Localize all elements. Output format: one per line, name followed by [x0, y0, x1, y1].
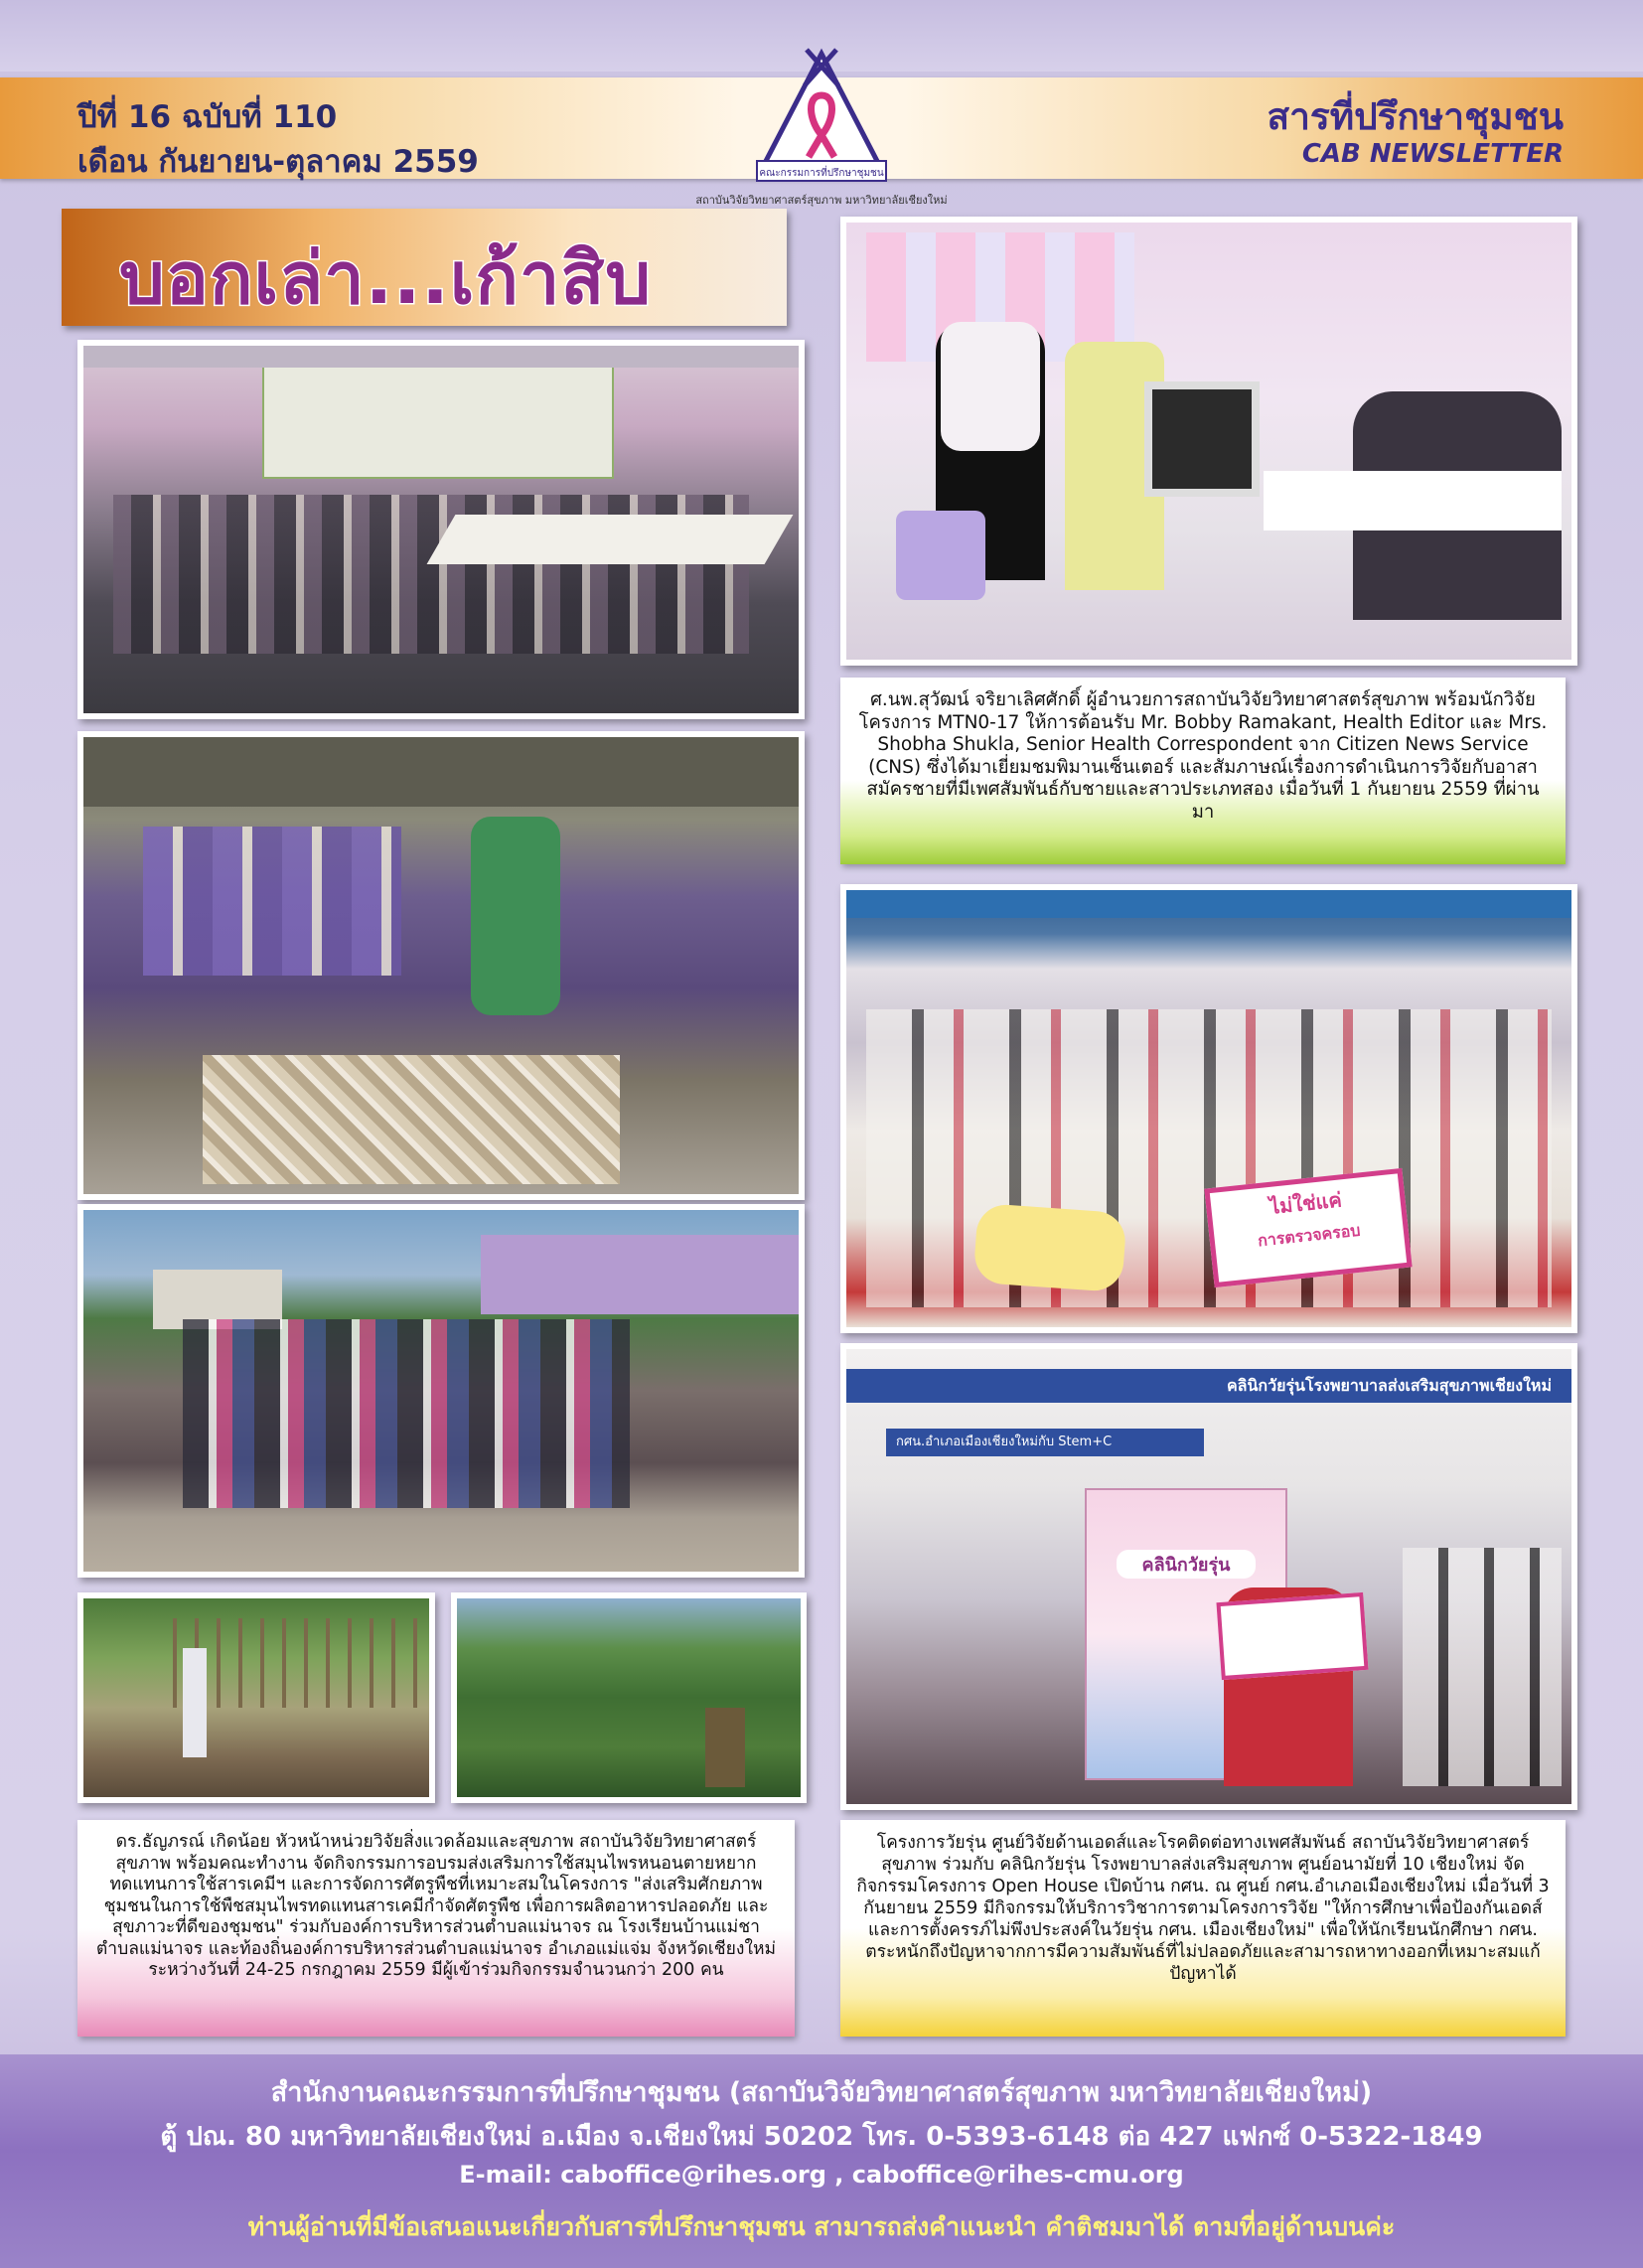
- footer-address: ตู้ ปณ. 80 มหาวิทยาลัยเชียงใหม่ อ.เมือง จ.เชียงใหม่ 50202 โทร. 0-5393-6148 ต่อ 427 แฟกซ์ 0-5322-1849: [160, 2122, 1483, 2152]
- sign-text-2: การตรวจครอบ: [1257, 1220, 1362, 1251]
- caption-cns-visit: [840, 678, 1566, 864]
- photo-clinic-booth: [840, 1343, 1577, 1810]
- photo-meeting-room: [77, 340, 805, 719]
- logo-caption: สถาบันวิจัยวิทยาศาสตร์สุขภาพ มหาวิทยาลัยเชียงใหม่: [695, 194, 948, 207]
- photo-group-outdoor: [77, 1204, 805, 1578]
- booth-sub-banner: กศน.อำเภอเมืองเชียงใหม่กับ Stem+C: [886, 1429, 1204, 1456]
- cab-logo: [747, 46, 896, 185]
- logo-text: คณะกรรมการที่ปรึกษาชุมชน: [759, 168, 884, 179]
- photo-hillside-forest: [451, 1592, 807, 1803]
- caption-cns-visit-text: ศ.นพ.สุวัฒน์ จริยาเลิศศักดิ์ ผู้อำนวยการสถาบันวิจัยวิทยาศาสตร์สุขภาพ พร้อมนักวิจัยโครงการ MTN0-17 ให้การต้อนรับ Mr. Bobby Ramakant, Health Editor และ Mrs. Shobha Shukla, Senior Health Correspondent จาก Citizen News Service (CNS) ซึ่งได้มาเยี่ยมชมพิมานเซ็นเตอร์ และสัมภาษณ์เรื่องการดำเนินการวิจัยกับอาสาสมัครชายที่มีเพศสัมพันธ์กับชายและสาวประเภทสอง เมื่อวันที่ 1 กันยายน 2559 ที่ผ่านมา: [858, 689, 1548, 823]
- photo-herb-training: [77, 731, 805, 1200]
- newsletter-title: สารที่ปรึกษาชุมชน: [1267, 95, 1564, 138]
- sign-text-1: ไม่ใช่แค่: [1268, 1187, 1343, 1219]
- footer-email[interactable]: E-mail: caboffice@rihes.org , caboffice@rihes-cmu.org: [459, 2161, 1184, 2189]
- photo-cns-visit: [840, 217, 1577, 666]
- caption-herb-project: [77, 1820, 795, 2037]
- photo-field-garden: [77, 1592, 435, 1803]
- footer-office: สำนักงานคณะกรรมการที่ปรึกษาชุมชน (สถาบันวิจัยวิทยาศาสตร์สุขภาพ มหาวิทยาลัยเชียงใหม่): [270, 2077, 1373, 2108]
- booth-banner: คลินิกวัยรุ่นโรงพยาบาลส่งเสริมสุขภาพเชียงใหม่: [846, 1369, 1571, 1403]
- footer-note: ท่านผู้อ่านที่มีข้อเสนอแนะเกี่ยวกับสารที่ปรึกษาชุมชน สามารถส่งคำแนะนำ คำติชมมาได้ ตามที่อยู่ด้านบนค่ะ: [247, 2212, 1396, 2241]
- caption-herb-project-text: ดร.ธัญภรณ์ เกิดน้อย หัวหน้าหน่วยวิจัยสิ่งแวดล้อมและสุขภาพ สถาบันวิจัยวิทยาศาสตร์สุขภาพ พร้อมคณะทำงาน จัดกิจกรรมการอบรมส่งเสริมการใช้สมุนไพรหนอนตายหยากทดแทนการใช้สารเคมีฯ และการจัดการศัตรูพืชที่เหมาะสมในโครงการ "ส่งเสริมศักยภาพชุมชนในการใช้พืชสมุนไพรทดแทนสารเคมีกำจัดศัตรูพืช เพื่อการผลิตอาหารปลอดภัย และสุขภาวะที่ดีของชุมชน" ร่วมกับองค์การบริหารส่วนตำบลแม่นาจร ณ โรงเรียนบ้านแม่ชาตำบลแม่นาจร และท้องถิ่นองค์การบริหารส่วนตำบลแม่นาจร อำเภอแม่แจ่ม จังหวัดเชียงใหม่ ระหว่างวันที่ 24-25 กรกฎาคม 2559 มีผู้เข้าร่วมกิจกรรมจำนวนกว่า 200 คน: [95, 1832, 777, 1980]
- issue-number: ปีที่ 16 ฉบับที่ 110: [77, 99, 338, 135]
- caption-open-house: [840, 1820, 1566, 2037]
- caption-open-house-text: โครงการวัยรุ่น ศูนย์วิจัยด้านเอดส์และโรคติดต่อทางเพศสัมพันธ์ สถาบันวิจัยวิทยาศาสตร์สุขภาพ ร่วมกับ คลินิกวัยรุ่น โรงพยาบาลส่งเสริมสุขภาพ ศูนย์อนามัยที่ 10 เชียงใหม่ จัดกิจกรรมโครงการ Open House เปิดบ้าน กศน. ณ ศูนย์ กศน.อำเภอเมืองเชียงใหม่ เมื่อวันที่ 3 กันยายน 2559 มีกิจกรรมให้บริการวิชาการตามโครงการวิจัย "ให้การศึกษาเพื่อป้องกันเอดส์และการตั้งครรภ์ไม่พึงประสงค์ในวัยรุ่น กศน. เมืองเชียงใหม่" เพื่อให้นักเรียนนักศึกษา กศน. ตระหนักถึงปัญหาจากการมีความสัมพันธ์ที่ไม่ปลอดภัยและสามารถหาทางออกที่เหมาะสมแก้ปัญหาได้: [856, 1833, 1550, 1984]
- issue-date: เดือน กันยายน-ตุลาคม 2559: [77, 144, 479, 180]
- newsletter-title-english: CAB NEWSLETTER: [1301, 139, 1564, 169]
- booth-poster-title: คลินิกวัยรุ่น: [1117, 1550, 1256, 1579]
- photo-open-house-students: [840, 884, 1577, 1333]
- section-title: บอกเล่า...เก้าสิบ: [119, 236, 653, 320]
